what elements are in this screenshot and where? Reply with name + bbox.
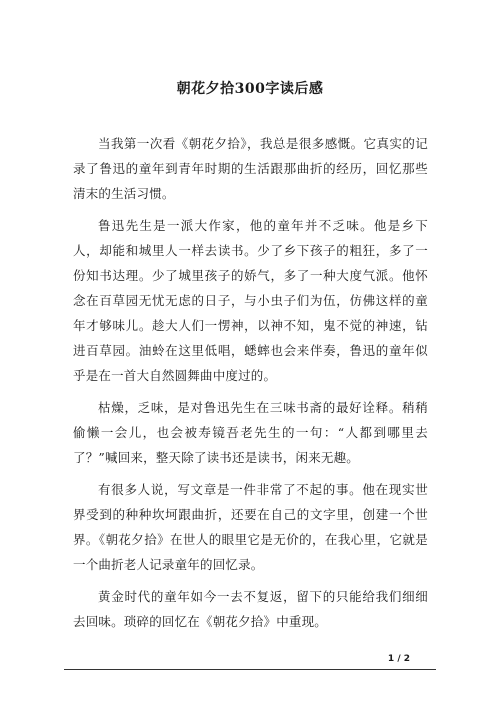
paragraph-5: 黄金时代的童年如今一去不复返，留下的只能给我们细细去回味。琐碎的回忆在《朝花夕拾》中重现。 [73, 589, 428, 629]
paragraph-4: 有很多人说，写文章是一件非常了不起的事。他在现实世界受到的种种坎坷跟曲折，还要在自己的文字里，创建一个世界。《朝花夕拾》在世人的眼里它是无价的，在我心里，它就是一个曲折老人记录童年的回忆录。 [73, 482, 428, 572]
paragraph-1: 当我第一次看《朝花夕拾》，我总是很多感慨。它真实的记录了鲁迅的童年到青年时期的生活跟那曲折的经历，回忆那些清末的生活习惯。 [73, 136, 428, 201]
page-number: 1 / 2 [387, 654, 410, 664]
footer-divider [64, 669, 436, 670]
paragraph-3: 枯燥，乏味，是对鲁迅先生在三味书斋的最好诠释。稍稍偷懒一会儿，也会被寿镜吾老先生的一句：“人都到哪里去了？”喊回来，整天除了读书还是读书，闲来无趣。 [73, 400, 428, 465]
paragraph-2: 鲁迅先生是一派大作家，他的童年并不乏味。他是乡下人，却能和城里人一样去读书。少了乡下孩子的粗狂，多了一份知书达理。少了城里孩子的娇气，多了一种大度气派。他怀念在百草园无忧无虑的日子，与小虫子们为伍，仿佛这样的童年才够味儿。趁大人们一愣神，以神不知，鬼不觉的神速，钻进百草园。油蛉在这里低唱，蟋蟀也会来伴奏，鲁迅的童年似乎是在一首大自然圆舞曲中度过的。 [73, 218, 428, 383]
document-body [73, 131, 428, 641]
document-title: 朝花夕拾300字读后感 [176, 81, 324, 97]
